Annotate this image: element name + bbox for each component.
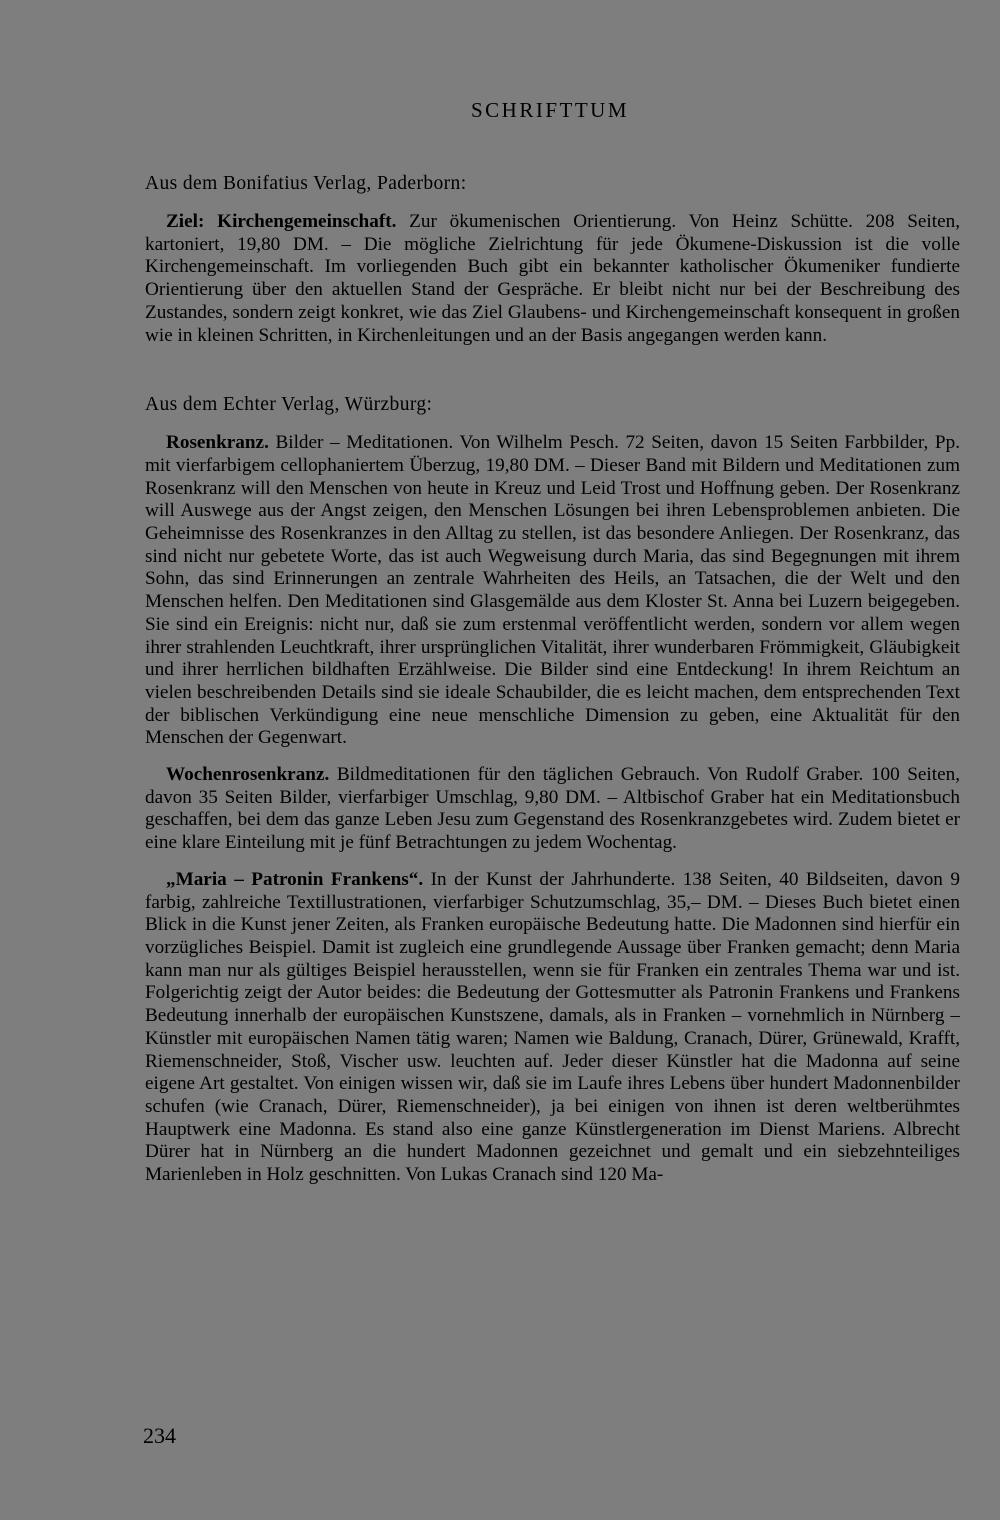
book-entry [145, 869, 960, 1187]
book-entry [145, 764, 960, 855]
book-description: Bildmeditationen für den täglichen Gebrauch. Von Rudolf Graber. 100 Seiten, davon 35 Seiten Bilder, vierfarbiger Umschlag, 9,80 DM. – Altbischof Graber hat ein Meditationsbuch geschaffen, bei dem das ganze Leben Jesu zum Gegenstand des Rosenkranzgebetes wird. Zudem bietet er eine klare Einteilung mit je fünf Betrachtungen zu jedem Wochentag. [145, 764, 960, 854]
book-description: Zur ökumenischen Orientierung. Von Heinz Schütte. 208 Seiten, kartoniert, 19,80 DM. – Die mögliche Zielrichtung für jede Ökumene-Diskussion ist die volle Kirchengemeinschaft. Im vorliegenden Buch gibt ein bekannter katholischer Ökumeniker fundierte Orientierung über den aktuellen Stand der Gespräche. Er bleibt nicht nur bei der Beschreibung des Zustandes, sondern zeigt konkret, wie das Ziel Glaubens- und Kirchengemeinschaft konsequent in großen wie in kleinen Schritten, in Kirchenleitungen und an der Basis angegangen werden kann. [145, 211, 960, 346]
text-column [145, 172, 960, 1187]
book-title: „Maria – Patronin Frankens“. [166, 868, 424, 890]
entry-spacer [145, 750, 960, 764]
book-title: Rosenkranz. [166, 432, 269, 454]
book-title: Ziel: Kirchengemeinschaft. [166, 211, 397, 232]
page-title: SCHRIFTTUM [470, 98, 630, 122]
entry-spacer [145, 855, 960, 869]
publisher-heading: Aus dem Echter Verlag, Würzburg: [145, 394, 433, 416]
publisher-heading: Aus dem Bonifatius Verlag, Paderborn: [145, 173, 467, 194]
book-title: Wochenrosenkranz. [166, 764, 330, 786]
book-description: Bilder – Meditationen. Von Wilhelm Pesch. 72 Seiten, davon 15 Seiten Farbbilder, Pp. mit vierfarbigem cellophaniertem Überzug, 19,80 DM. – Dieser Band mit Bildern und Meditationen zum Rosenkranz will den Menschen von heute in Kreuz und Leid Trost und Hoffnung geben. Der Rosenkranz will Auswege aus der Angst zeigen, den Menschen Lösungen bei ihren Lebensproblemen anbieten. Die Geheimnisse des Rosenkranzes in den Alltag zu stellen, ist das besondere Anliegen. Der Rosenkranz, das sind nicht nur gebetete Worte, das ist auch Wegweisung durch Maria, das sind Begegnungen mit ihrem Sohn, das sind Erinnerungen an zentrale Wahrheiten des Heils, an Tatsachen, die der Welt und den Menschen helfen. Den Meditationen sind Glasgemälde aus dem Kloster St. Anna bei Luzern beigegeben. Sie sind ein Ereignis: nicht nur, daß sie zum erstenmal veröffentlicht werden, sondern vor allem wegen ihrer strahlenden Leuchtkraft, ihrer ursprünglichen Vitalität, ihrer wunderbaren Frömmigkeit, Gläubigkeit und ihrer herrlichen bildhaften Erzählweise. Die Bilder sind eine Entdeckung! In ihrem Reichtum an vielen beschreibenden Details sind sie ideale Schaubilder, die es leicht machen, dem entsprechenden Text der biblischen Verkündigung eine neue menschliche Dimension zu geben, eine Aktualität für den Menschen der Gegenwart. [145, 432, 960, 749]
book-entry [145, 432, 960, 750]
section-divider [145, 347, 960, 393]
page-number: 234 [143, 1423, 176, 1448]
book-entry [145, 211, 960, 347]
book-description: In der Kunst der Jahrhunderte. 138 Seiten, 40 Bildseiten, davon 9 farbig, zahlreiche Textillustrationen, vierfarbiger Schutzumschlag, 35,– DM. – Dieses Buch bietet einen Blick in die Kunst jener Zeiten, als Franken europäische Bedeutung hatte. Die Madonnen sind hierfür ein vorzügliches Beispiel. Damit ist zugleich eine grundlegende Aussage über Franken gemacht; denn Maria kann man nur als gültiges Beispiel herausstellen, wenn sie für Franken ein zentrales Thema war und ist. Folgerichtig zeigt der Autor beides: die Bedeutung der Gottesmutter als Patronin Frankens und Frankens Bedeutung innerhalb der europäischen Kunstszene, damals, als in Franken – vornehmlich in Nürnberg – Künstler mit europäischen Namen tätig waren; Namen wie Baldung, Cranach, Dürer, Grünewald, Krafft, Riemenschneider, Stoß, Vischer usw. leuchten auf. Jeder dieser Künstler hat die Madonna auf seine eigene Art gestaltet. Von einigen wissen wir, daß sie im Laufe ihres Lebens über hundert Madonnenbilder schufen (wie Cranach, Dürer, Riemenschneider), ja bei einigen von ihnen ist deren weltberühmtes Hauptwerk eine Madonna. Es stand also eine ganze Künstlergeneration im Dienst Mariens. Albrecht Dürer hat in Nürnberg an die hundert Madonnen gezeichnet und gemalt und ein siebzehnteiliges Marienleben in Holz geschnitten. Von Lukas Cranach sind 120 Ma- [145, 868, 960, 1186]
